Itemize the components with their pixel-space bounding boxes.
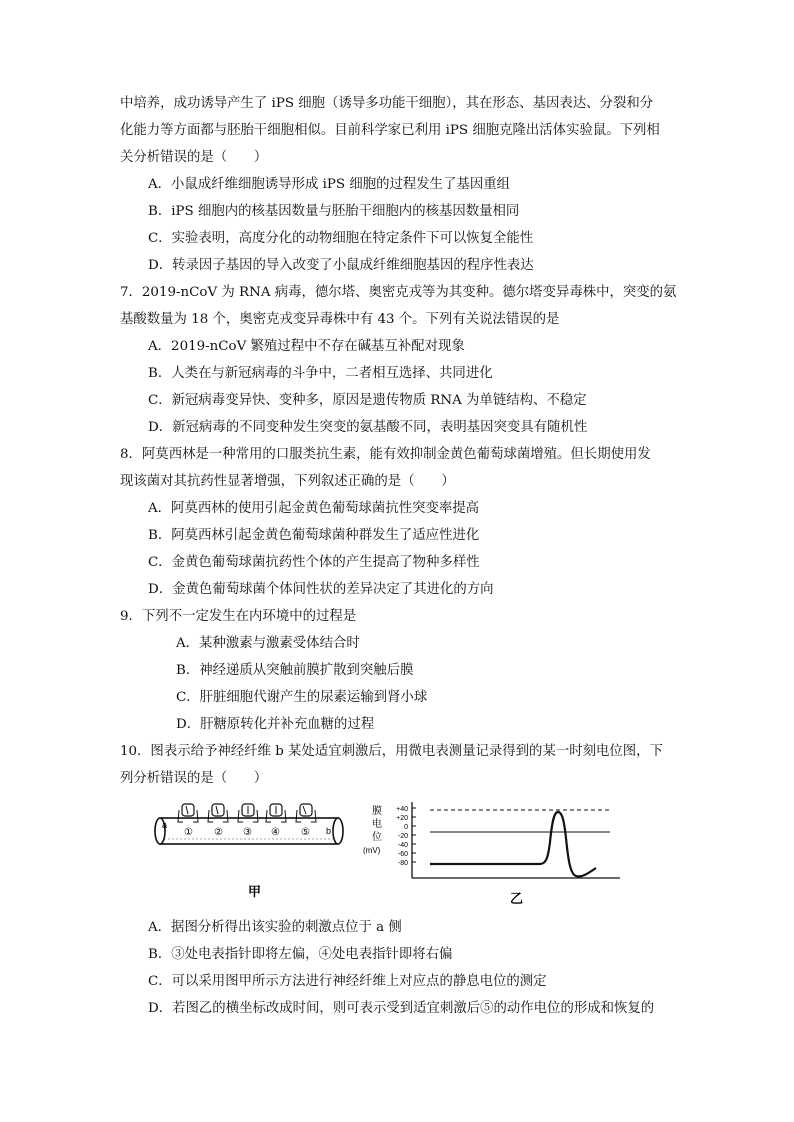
q8-option-a: A．阿莫西林的使用引起金黄色葡萄球菌抗性突变率提高 xyxy=(148,501,480,516)
ylabel-unit: (mV) xyxy=(363,846,381,855)
q6-option-d: D．转录因子基因的导入改变了小鼠成纤维细胞基因的程序性表达 xyxy=(148,258,534,273)
q6-stem-line-2: 化能力等方面都与胚胎干细胞相似。目前科学家已利用 iPS 细胞克隆出活体实验鼠。下列相 xyxy=(120,123,660,138)
q7-option-c: C．新冠病毒变异快、变种多，原因是遗传物质 RNA 为单链结构、不稳定 xyxy=(148,393,587,408)
tick-label-m80: -80 xyxy=(397,860,408,867)
q9-option-b: B．神经递质从突触前膜扩散到突触后膜 xyxy=(176,663,414,678)
tick-label-m40: -40 xyxy=(397,842,408,849)
q8-stem-line-1: 8．阿莫西林是一种常用的口服类抗生素，能有效抑制金黄色葡萄球菌增殖。但长期使用发 xyxy=(120,447,651,462)
tick-label-0: 0 xyxy=(404,824,408,831)
q6-option-b: B．iPS 细胞内的核基因数量与胚胎干细胞内的核基因数量相同 xyxy=(148,204,520,219)
q8-option-b: B．阿莫西林引起金黄色葡萄球菌种群发生了适应性进化 xyxy=(148,528,480,543)
q7-stem-line-2: 基酸数量为 18 个，奥密克戎变异毒株中有 43 个。下列有关说法错误的是 xyxy=(120,312,560,327)
point-label-2: ② xyxy=(214,827,223,838)
tick-label-p20: +20 xyxy=(396,815,408,822)
end-label-a: a xyxy=(162,820,168,830)
meter-1 xyxy=(178,804,198,822)
q8-stem-line-2: 现该菌对其抗药性显著增强，下列叙述正确的是（ ） xyxy=(120,474,455,489)
q10-option-c: C．可以采用图甲所示方法进行神经纤维上对应点的静息电位的测定 xyxy=(148,974,547,989)
q10-option-a: A．据图分析得出该实验的刺激点位于 a 侧 xyxy=(148,920,402,935)
point-label-5: ⑤ xyxy=(301,827,310,838)
potential-curve xyxy=(430,812,596,876)
meter-3 xyxy=(238,804,258,822)
tick-label-m60: -60 xyxy=(397,851,408,858)
ylabel-char-1: 膜 xyxy=(372,806,382,817)
q10-option-b: B．③处电表指针即将左偏，④处电表指针即将右偏 xyxy=(148,947,453,962)
q7-option-b: B．人类在与新冠病毒的斗争中，二者相互选择、共同进化 xyxy=(148,366,493,381)
q9-option-d: D．肝糖原转化并补充血糖的过程 xyxy=(176,717,375,732)
ylabel-char-3: 位 xyxy=(372,832,382,843)
q10-stem-line-1: 10．图表示给予神经纤维 b 某处适宜刺激后，用微电表测量记录得到的某一时刻电位图，下 xyxy=(120,744,663,759)
q7-option-d: D．新冠病毒的不同变种发生突变的氨基酸不同，表明基因突变具有随机性 xyxy=(148,420,588,435)
q9-option-a: A．某种激素与激素受体结合时 xyxy=(176,636,360,651)
ylabel-char-2: 电 xyxy=(372,819,382,830)
q9-option-c: C．肝脏细胞代谢产生的尿素运输到肾小球 xyxy=(176,690,428,705)
point-label-3: ③ xyxy=(243,827,252,838)
q6-stem-line-3: 关分析错误的是（ ） xyxy=(120,150,268,165)
q9-stem-line-1: 9．下列不一定发生在内环境中的过程是 xyxy=(120,609,357,624)
caption-yi: 乙 xyxy=(510,892,524,907)
tick-label-p40: +40 xyxy=(396,806,408,813)
q10-option-d: D．若图乙的横坐标改成时间，则可表示受到适宜刺激后⑤的动作电位的形成和恢复的 xyxy=(148,1001,655,1016)
figure-jia xyxy=(155,804,343,900)
q6-stem-line-1: 中培养，成功诱导产生了 iPS 细胞（诱导多功能干细胞），其在形态、基因表达、分裂和分 xyxy=(120,96,654,111)
q6-option-c: C．实验表明，高度分化的动物细胞在特定条件下可以恢复全能性 xyxy=(148,231,534,246)
q10-figure xyxy=(150,798,630,910)
q8-option-d: D．金黄色葡萄球菌个体间性状的差异决定了其进化的方向 xyxy=(148,582,494,597)
point-label-4: ④ xyxy=(271,827,280,838)
point-label-1: ① xyxy=(184,827,193,838)
q8-option-c: C．金黄色葡萄球菌抗药性个体的产生提高了物种多样性 xyxy=(148,555,480,570)
q7-stem-line-1: 7．2019-nCoV 为 RNA 病毒，德尔塔、奥密克戎等为其变种。德尔塔变异毒株中，突变的氨 xyxy=(120,285,677,300)
q7-option-a: A．2019-nCoV 繁殖过程中不存在碱基互补配对现象 xyxy=(148,339,465,354)
q6-option-a: A．小鼠成纤维细胞诱导形成 iPS 细胞的过程发生了基因重组 xyxy=(148,177,511,192)
figure-yi xyxy=(363,802,620,907)
meter-5 xyxy=(296,804,316,822)
caption-jia: 甲 xyxy=(248,885,262,900)
tick-label-m20: -20 xyxy=(397,833,408,840)
meter-2 xyxy=(208,804,228,822)
meter-4 xyxy=(266,804,286,822)
end-label-b: b xyxy=(326,826,332,836)
q10-stem-line-2: 列分析错误的是（ ） xyxy=(120,771,268,786)
